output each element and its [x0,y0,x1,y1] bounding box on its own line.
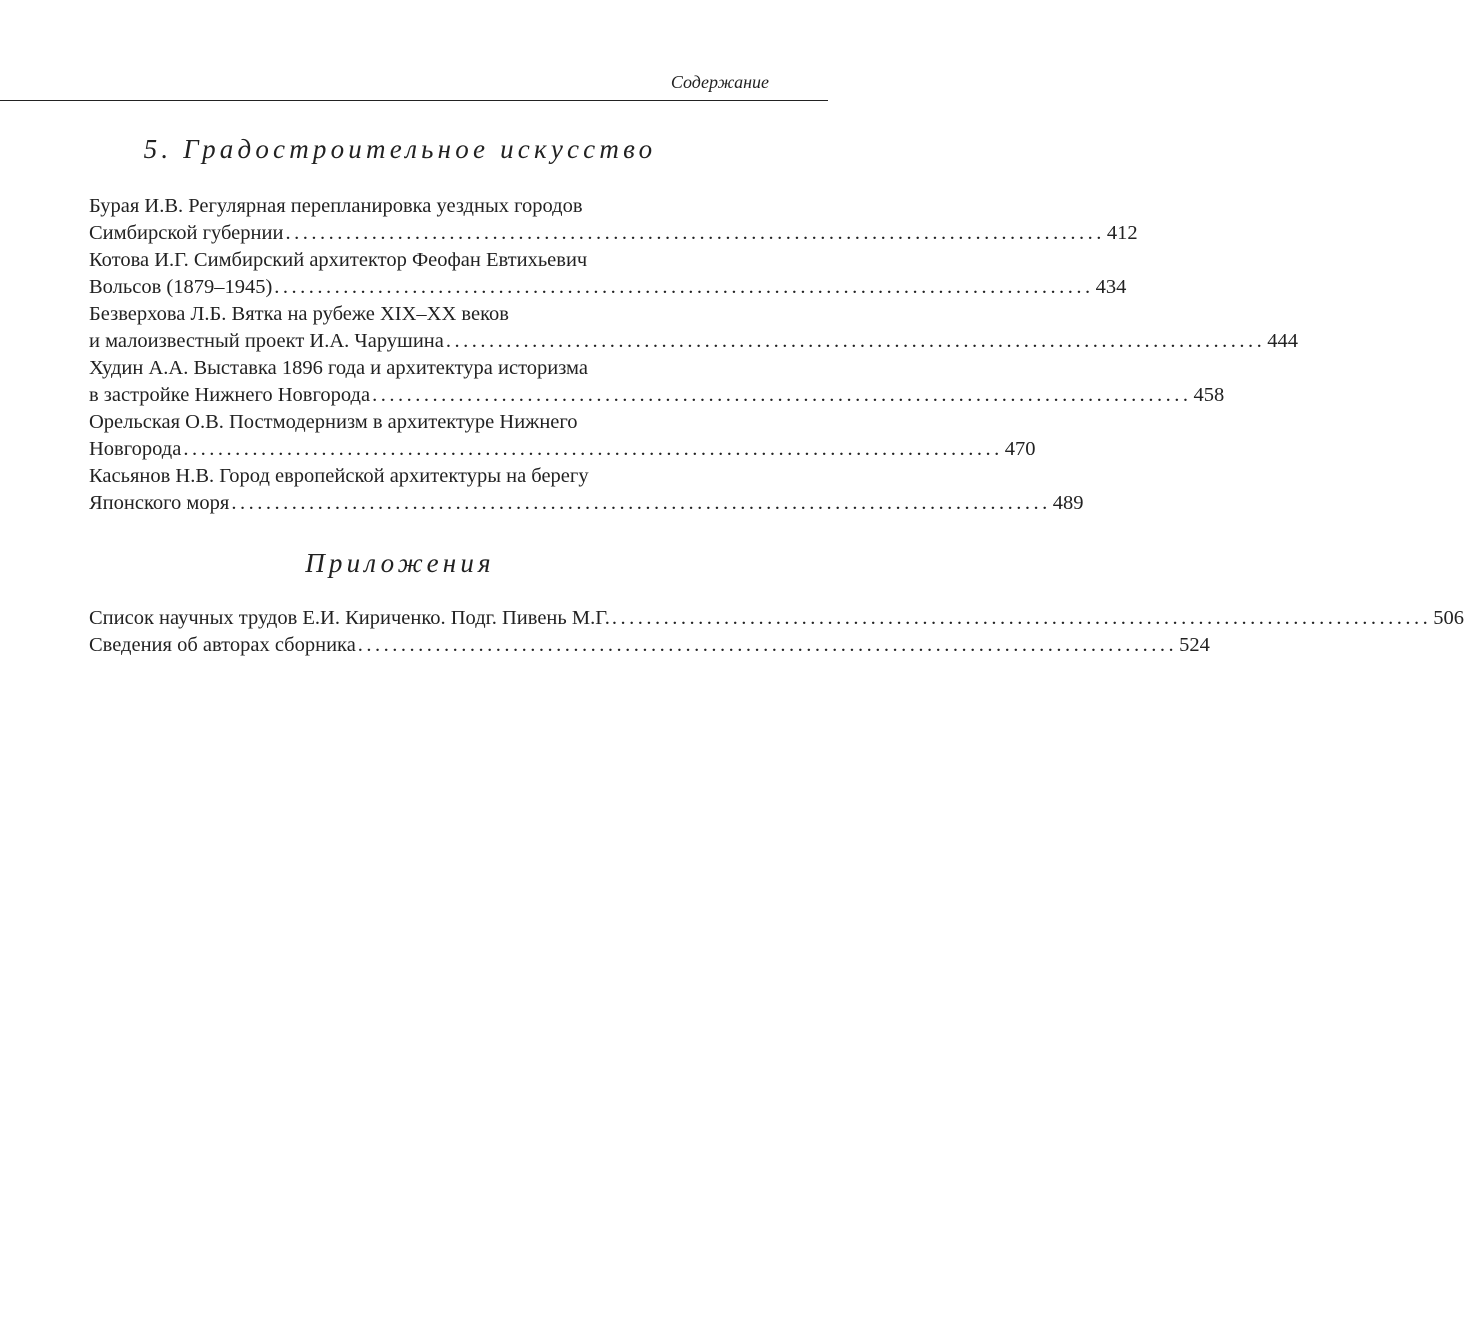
entry-text-line: Список научных трудов Е.И. Кириченко. Подг. Пивень М.Г. [89,607,610,629]
dot-leader: ............................................................................................... [231,492,1051,514]
entry-text-line: Касьянов Н.В. Город европейской архитектуры на берегу [89,465,589,487]
entry-leader-line [89,490,1084,517]
running-head: Содержание [670,72,769,92]
entry-leader-line [89,382,1225,409]
entry-leader-line [89,274,1127,301]
entry-text-line: Безверхова Л.Б. Вятка на рубеже XIX–XX веков [89,303,509,325]
toc-entry [89,355,1225,409]
entry-leader-line [89,220,1138,247]
entry-text-line: Симбирской губернии [89,222,284,244]
toc-entry [89,301,1299,355]
entry-leader-line [89,436,1036,463]
dot-leader: ............................................................................................... [274,276,1094,298]
dot-leader: ............................................................................................... [183,438,1003,460]
section-title: Приложения [305,548,495,578]
entry-text-line: и малоизвестный проект И.А. Чарушина [89,330,444,352]
entry-leader-line [89,328,1299,355]
toc-entry [89,409,1036,463]
toc-entry [89,605,1464,632]
page-number: 412 [1106,222,1138,244]
toc-list [89,605,1464,659]
toc-entry [89,463,1084,517]
section-title: 5. Градостроительное искусство [143,134,657,164]
entry-text-line: Новгорода [89,438,182,460]
page-number: 506 [1433,607,1464,629]
entry-text-line: Котова И.Г. Симбирский архитектор Феофан Евтихьевич [89,249,588,271]
toc-entry [89,193,1138,247]
entry-text-line: Японского моря [89,492,230,514]
toc-list [89,193,1299,517]
dot-leader: ............................................................................................... [611,607,1432,629]
entry-leader-line [89,632,1210,659]
entry-text-line: Бурая И.В. Регулярная перепланировка уездных городов [89,195,583,217]
entry-text-line: Орельская О.В. Постмодернизм в архитектуре Нижнего [89,411,578,433]
page-number: 470 [1004,438,1036,460]
page-number: 458 [1193,384,1225,406]
dot-leader: ............................................................................................... [372,384,1192,406]
entry-text-line: Вольсов (1879–1945) [89,276,273,298]
entry-text-line: Сведения об авторах сборника [89,634,356,656]
toc-entry [89,632,1210,659]
dot-leader: ............................................................................................... [357,634,1178,656]
entry-text-line: Худин А.А. Выставка 1896 года и архитектура историзма [89,357,588,379]
header-rule [0,100,828,101]
dot-leader: ............................................................................................... [285,222,1105,244]
page-number: 434 [1095,276,1127,298]
page-number: 489 [1052,492,1084,514]
entry-leader-line [89,605,1464,632]
page-number: 524 [1179,634,1210,656]
dot-leader: ............................................................................................... [445,330,1266,352]
toc-entry [89,247,1127,301]
page-number: 444 [1267,330,1299,352]
entry-text-line: в застройке Нижнего Новгорода [89,384,371,406]
